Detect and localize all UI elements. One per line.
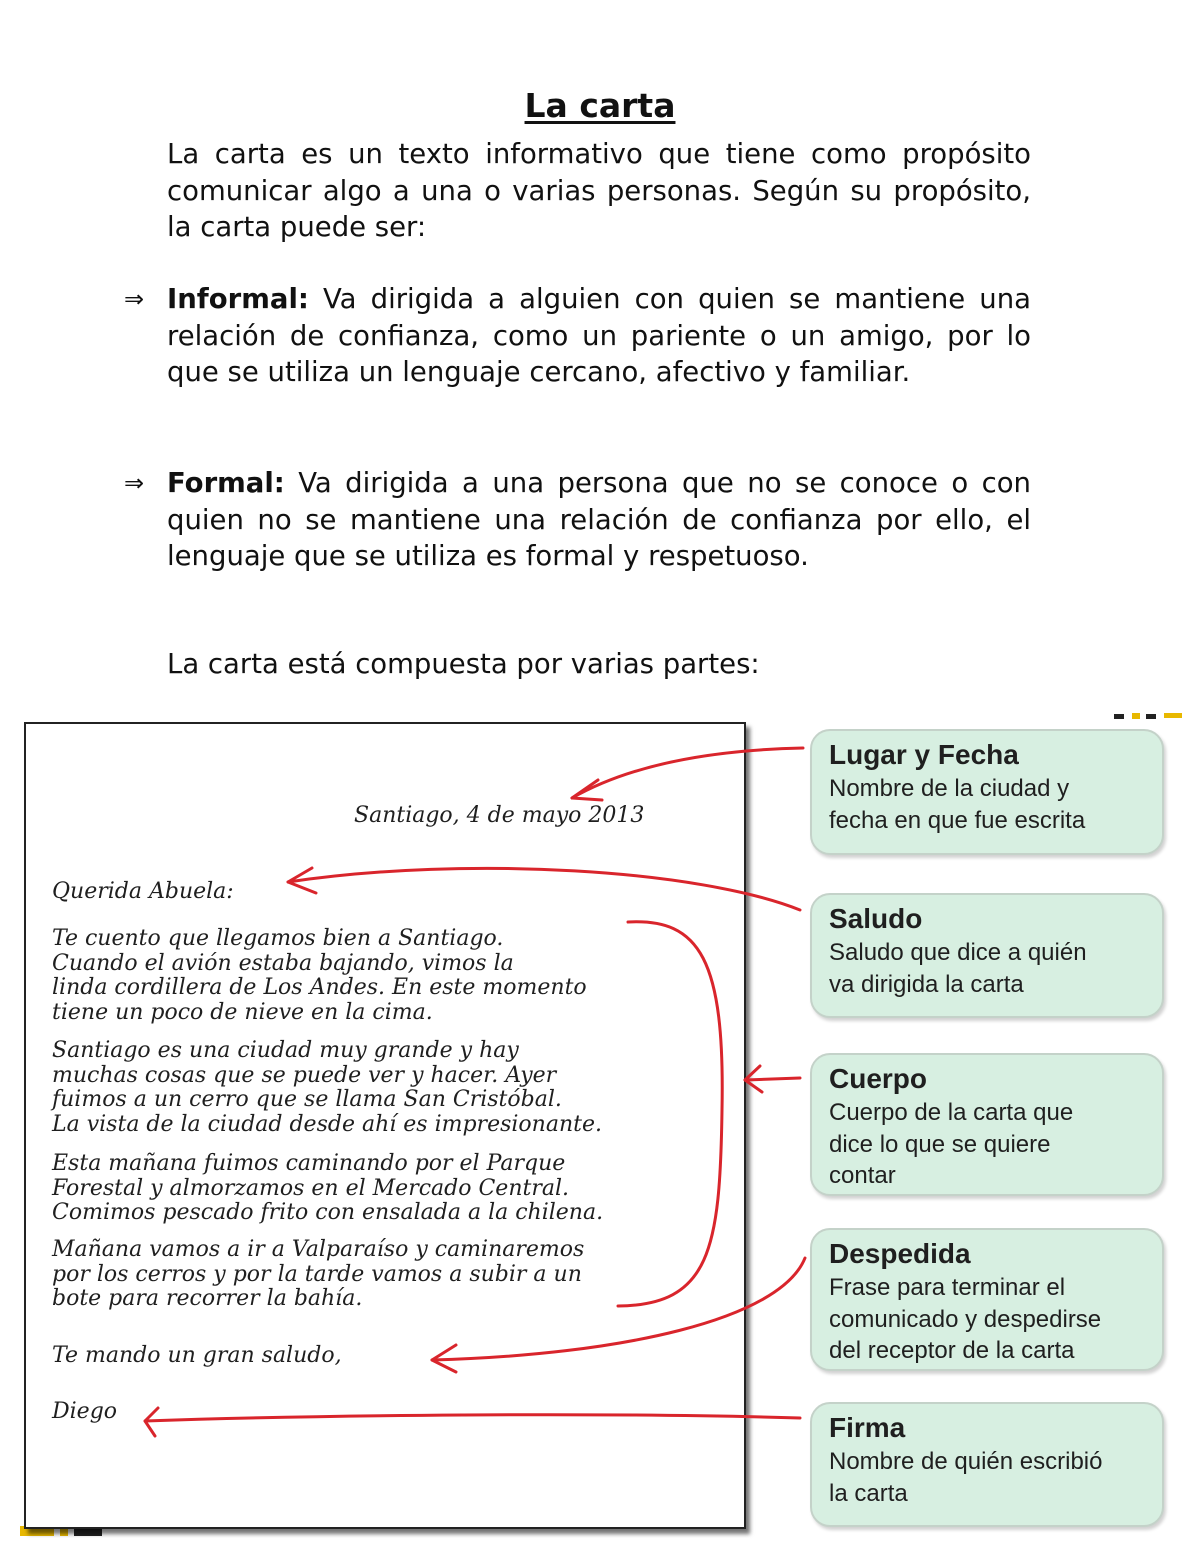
- formal-type-item: [167, 465, 1031, 575]
- callout-title: Despedida: [829, 1238, 971, 1269]
- letter-signature: Diego: [52, 1399, 118, 1424]
- callout-description: Frase para terminar el: [829, 1274, 1066, 1301]
- callout-despedida: [810, 1228, 1164, 1371]
- informal-description: Va dirigida a alguien con quien se mantiene una relación de confianza, como un pariente o un amigo, por lo que se utiliza un lenguaje cercano, afectivo y familiar.: [167, 283, 1031, 388]
- letter-line: linda cordillera de Los Andes. En este momento: [52, 975, 587, 1000]
- intro-paragraph: La carta es un texto informativo que tiene como propósito comunicar algo a una o varias personas. Según su propósito, la carta puede ser:: [167, 138, 1031, 243]
- formal-term: Formal:: [167, 467, 285, 499]
- callout-title: Cuerpo: [829, 1063, 927, 1094]
- callout-description: del receptor de la carta: [829, 1337, 1075, 1364]
- letter-sample: [24, 722, 746, 1529]
- callout-description: Cuerpo de la carta que: [829, 1099, 1074, 1126]
- letter-body-paragraph: [52, 927, 587, 1025]
- letter-line: Santiago es una ciudad muy grande y hay: [52, 1038, 519, 1063]
- informal-type-item: [167, 281, 1031, 391]
- callout-description: comunicado y despedirse: [829, 1305, 1102, 1333]
- letter-body-paragraph: [52, 1039, 602, 1137]
- informal-term: Informal:: [167, 283, 309, 315]
- letter-line: Mañana vamos a ir a Valparaíso y caminaremos: [52, 1237, 585, 1262]
- decorative-edge-icon: [1112, 712, 1186, 720]
- letter-body-paragraph: [52, 1152, 603, 1226]
- callout-title: Saludo: [829, 903, 923, 934]
- callout-saludo: [810, 893, 1164, 1018]
- callout-title: Lugar y Fecha: [829, 739, 1019, 770]
- callout-description: dice lo que se quiere: [829, 1130, 1051, 1158]
- arrow-cuerpo: [745, 1078, 800, 1080]
- callout-title: Firma: [829, 1412, 906, 1443]
- callout-cuerpo: [810, 1053, 1164, 1196]
- callout-description: contar: [829, 1162, 896, 1189]
- letter-greeting: Querida Abuela:: [52, 879, 234, 904]
- letter-line: por los cerros y por la tarde vamos a subir a un: [52, 1261, 582, 1287]
- letter-line: Comimos pescado frito con ensalada a la chilena.: [52, 1200, 604, 1225]
- letter-date: Santiago, 4 de mayo 2013: [354, 803, 645, 828]
- callout-description: la carta: [829, 1479, 908, 1507]
- callout-lugar-fecha: [810, 729, 1164, 855]
- letter-line: muchas cosas que se puede ver y hacer. Ayer: [52, 1062, 557, 1088]
- arrow-cuerpo-head: [745, 1066, 762, 1092]
- letter-line: Cuando el avión estaba bajando, vimos la: [52, 950, 514, 976]
- letter-line: La vista de la ciudad desde ahí es impresionante.: [52, 1111, 602, 1137]
- letter-line: Forestal y almorzamos en el Mercado Central.: [52, 1175, 569, 1201]
- callout-description: fecha en que fue escrita: [829, 806, 1086, 834]
- letter-line: fuimos a un cerro que se llama San Cristóbal.: [52, 1087, 562, 1112]
- bullet-arrow-icon: ⇒: [124, 469, 145, 497]
- callout-description: va dirigida la carta: [829, 970, 1024, 998]
- callout-description: Saludo que dice a quién: [829, 939, 1087, 966]
- page-title: La carta: [524, 86, 676, 125]
- callout-description: Nombre de la ciudad y: [829, 775, 1070, 802]
- callout-firma: [810, 1402, 1164, 1527]
- letter-body-paragraph: [52, 1238, 584, 1312]
- letter-line: Esta mañana fuimos caminando por el Parque: [52, 1151, 566, 1176]
- letter-line: Te cuento que llegamos bien a Santiago.: [52, 926, 504, 951]
- bullet-arrow-icon: ⇒: [124, 285, 145, 313]
- formal-description: Va dirigida a una persona que no se conoce o con quien no se mantiene una relación de confianza por ello, el lenguaje que se utiliza es formal y respetuoso.: [167, 467, 1031, 572]
- parts-intro: La carta está compuesta por varias partes:: [167, 648, 760, 680]
- letter-closing: Te mando un gran saludo,: [52, 1343, 342, 1368]
- callout-description: Nombre de quién escribió: [829, 1448, 1103, 1475]
- letter-line: tiene un poco de nieve en la cima.: [52, 999, 433, 1025]
- letter-line: bote para recorrer la bahía.: [52, 1286, 363, 1311]
